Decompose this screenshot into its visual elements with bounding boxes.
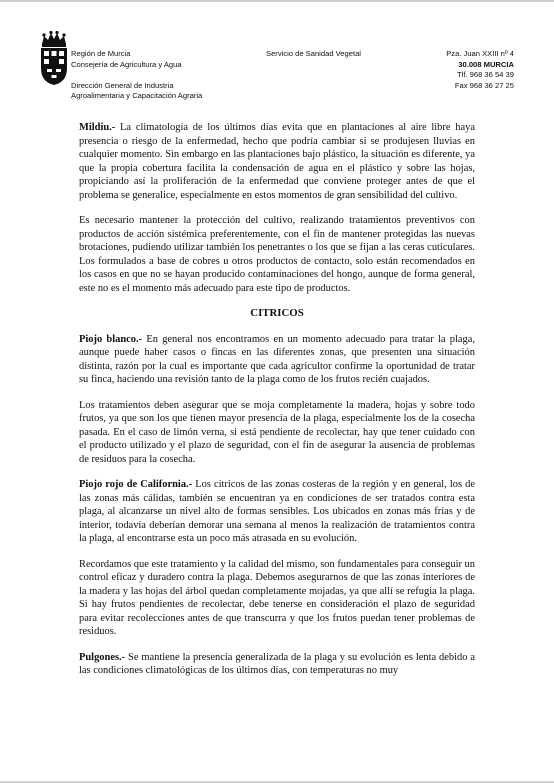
- paragraph-piojo-blanco-treatment: Los tratamientos deben asegurar que se moja completamente la madera, hojas y sobre todo frutos, ya que son los que tienen mayor presencia de la plaga, especialmente los de la cosecha pasada. En el caso de limón verna, si está pendiente de recolectar, hay que tener cuidado con el producto utilizado y el plazo de seguridad, con el fin de asegurar la ausencia de problemas de residuos para la cosecha.: [79, 399, 475, 465]
- paragraph-mildiu: [79, 121, 475, 202]
- ministry-name: Consejería de Agricultura y Agua: [71, 59, 182, 69]
- letterhead: [0, 0, 554, 110]
- phone: Tlf. 968 36 54 39: [457, 70, 514, 80]
- paragraph-mildiu-treatment: Es necesario mantener la protección del cultivo, realizando tratamientos preventivos con productos de acción sistémica preferentemente, con el fin de mantener protegidas las nuevas brotaciones, pudiendo utilizar también los penetrantes o los que se fijan a las ceras cuticulares. Los formulados a base de cobres u otros productos de contacto, solo están recomendados en los casos en que no se hayan producido contaminaciones del hongo, aunque de forma general, este no es el momento más adecuado para este tipo de productos.: [79, 215, 475, 294]
- paragraph-piojo-rojo: [79, 478, 475, 546]
- region-name: Región de Murcia: [71, 49, 131, 58]
- postal-city: 30.008 MURCIA: [458, 59, 514, 69]
- fax: Fax 968 36 27 25: [454, 80, 514, 90]
- issuer-block: [71, 49, 202, 102]
- directorate-name: Dirección General de Industria: [71, 80, 174, 90]
- contact-block: [446, 49, 514, 91]
- section-title: CITRICOS: [250, 307, 304, 319]
- directorate-name-cont: Agroalimentaria y Capacitación Agraria: [71, 91, 203, 101]
- service-name: Servicio de Sanidad Vegetal: [266, 49, 361, 58]
- paragraph-lead: Mildiu.-: [79, 122, 116, 133]
- region-crest-icon: [38, 30, 70, 86]
- paragraph-text: En general nos encontramos en un momento adecuado para tratar la plaga, aunque puede haber casos o fincas en las diferentes zonas, que presenten una situación distinta, razón por la cual es importante que cada agricultor confirme la oportunidad de tratar su finca, haciendo una revisión tanto de la plaga como de los frutos recién cuajados.: [79, 333, 475, 385]
- paragraph-pulgones: [79, 651, 475, 678]
- paragraph-lead: Pulgones.-: [79, 651, 126, 663]
- paragraph-text: Se mantiene la presencia generalizada de la plaga y su evolución es lenta debido a las condiciones climatológicas de los últimos días, con temperaturas no muy: [79, 651, 475, 676]
- paragraph-text: Los cítricos de las zonas costeras de la región y en general, los de las zonas más cálidas, también se encuentran ya en condiciones de ser tratados contra esta plaga, al alcanzarse un nivel alto de formas sensibles. Los ubicados en zonas más frías y de interior, todavía deberían demorar una semana al menos la realización de tratamientos contra la plaga, al encontrarse esta un poco más atrasada en su evolución.: [79, 479, 475, 544]
- paragraph-lead: Piojo rojo de California.-: [79, 479, 193, 490]
- paragraph-piojo-blanco: [79, 333, 475, 387]
- paragraph-piojo-rojo-treatment: Recordamos que este tratamiento y la calidad del mismo, son fundamentales para conseguir un control eficaz y duradero contra la plaga. Debemos asegurarnos de que las zonas interiores de la madera y las hojas del árbol quedan completamente mojadas, ya que allí se refugia la plaga. Si hay frutos pendientes de recolectar, debe tenerse en consideración el plazo de seguridad para evitar recolecciones antes de que transcurra y que los frutos puedan tener problemas de residuos.: [79, 558, 475, 637]
- address: Pza. Juan XXIII nº 4: [446, 49, 514, 58]
- paragraph-lead: Piojo blanco.-: [79, 333, 143, 345]
- document-body: [79, 121, 475, 690]
- paragraph-text: La climatología de los últimos días evita que en plantaciones al aire libre haya presencia o riesgo de la enfermedad, hecho que podría cambiar si se produjesen lluvias en cualquier momento. Sin embargo en las plantaciones bajo plástico, la situación es diferente, ya que la propia cobertura facilita la condensación de agua en el plástico y sobre las hojas, propiciando así la proliferación de la enfermedad que conviene proteger antes de que el problema se generalice, especialmente en estos momentos de gran sensibilidad del cultivo.: [79, 122, 475, 201]
